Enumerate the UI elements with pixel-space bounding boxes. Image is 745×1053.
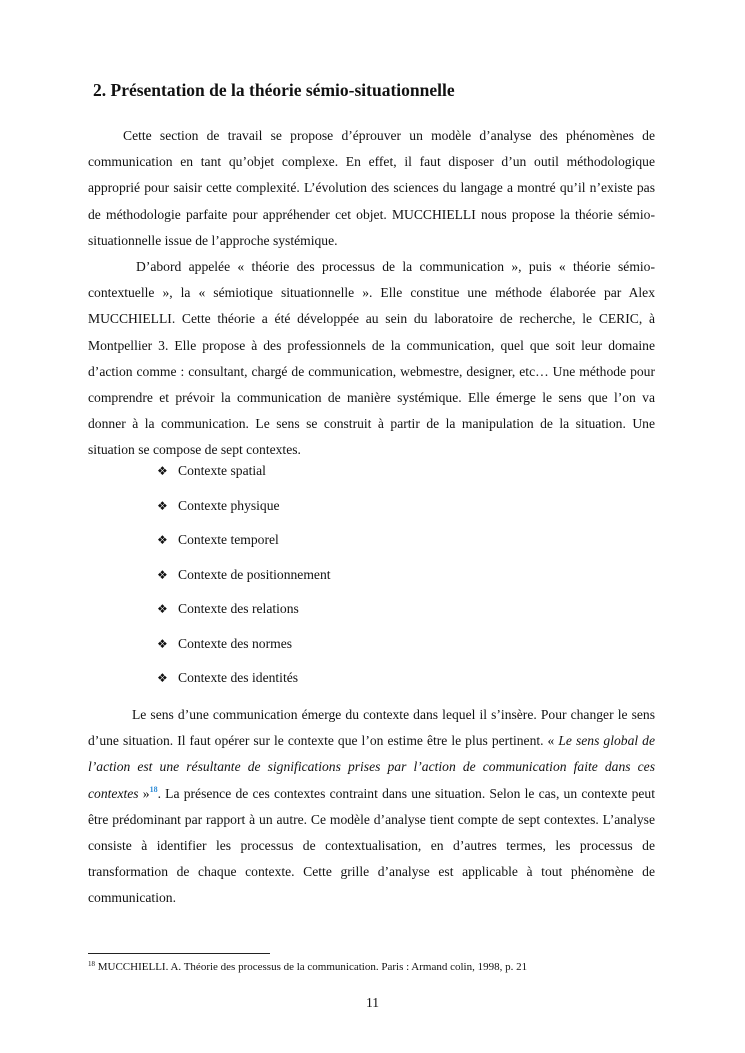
diamond-bullet-icon: ❖	[157, 636, 168, 651]
footnote-text: MUCCHIELLI. A. Théorie des processus de la communication. Paris : Armand colin, 1998, p. 21	[95, 961, 528, 973]
diamond-bullet-icon: ❖	[157, 464, 168, 478]
footnote-reference[interactable]: 18	[149, 784, 158, 794]
section-heading: 2. Présentation de la théorie sémio-situationnelle	[93, 80, 455, 100]
list-item: ❖ Contexte physique	[157, 495, 331, 530]
footnote	[88, 959, 527, 975]
diamond-bullet-icon: ❖	[157, 671, 168, 685]
list-item: ❖ Contexte des normes	[157, 633, 331, 668]
paragraph-definition: D’abord appelée « théorie des processus de la communication », puis « théorie sémio-contextuelle », la « sémiotique situationnelle ». Elle constitue une méthode élaborée par Alex MUCCHIELLI. Cette théorie a été développée au sein du laboratoire de recherche, le CERIC, à Montpellier 3. Elle propose à des professionnels de la communication, quel que soit leur domaine d’action comme : consultant, chargé de communication, webmestre, designer, etc… Une méthode pour comprendre et prévoir la communication de manière systémique. Elle émerge le sens que l’on va donner à la communication. Le sens se construit à partir de la manipulation de la situation. Une situation se compose de sept contextes.	[88, 259, 655, 458]
diamond-bullet-icon: ❖	[157, 602, 168, 616]
quotation: Le sens global de l’action est une résultante de significations prises par l’action de communication faite dans ces contextes	[88, 733, 655, 801]
diamond-bullet-icon: ❖	[157, 498, 168, 513]
list-item: ❖ Contexte des identités	[157, 667, 331, 702]
paragraph-meaning: Le sens d’une communication émerge du contexte dans lequel il s’insère. Pour changer le sens d’une situation. Il faut opérer sur le contexte que l’on estime être le plus pertinent. « Le sens global de l’action est une résultante de significations prises par l’action de communication faite dans ces contextes »$^{18}$. La présence de ces contextes contraint dans une situation. Selon le cas, un contexte peut être prédominant par rapport à un autre. Ce modèle d’analyse tient compte de sept contextes. L’analyse consiste à identifier les processus de contextualisation, en d’autres termes, les processus de transformation de chaque contexte. Cette grille d’analyse est applicable à tout phénomène de communication.	[88, 707, 655, 906]
diamond-bullet-icon: ❖	[157, 533, 168, 547]
page-number: 11	[365, 995, 380, 1010]
list-item: ❖ Contexte temporel	[157, 529, 331, 564]
diamond-bullet-icon: ❖	[157, 567, 168, 582]
footnote-separator	[88, 953, 270, 954]
contexts-list	[157, 460, 331, 702]
list-item: ❖ Contexte spatial	[157, 460, 331, 495]
paragraph-intro: Cette section de travail se propose d’éprouver un modèle d’analyse des phénomènes de communication en tant qu’objet complexe. En effet, il faut disposer d’un outil méthodologique approprié pour saisir cette complexité. L’évolution des sciences du langage a montré qu’il n’existe pas de méthodologie parfaite pour appréhender cet objet. MUCCHIELLI nous propose la théorie sémio-situationnelle issue de l’approche systémique.	[88, 128, 655, 248]
list-item: ❖ Contexte de positionnement	[157, 564, 331, 599]
footnote-number: 18	[88, 960, 95, 968]
list-item: ❖ Contexte des relations	[157, 598, 331, 633]
